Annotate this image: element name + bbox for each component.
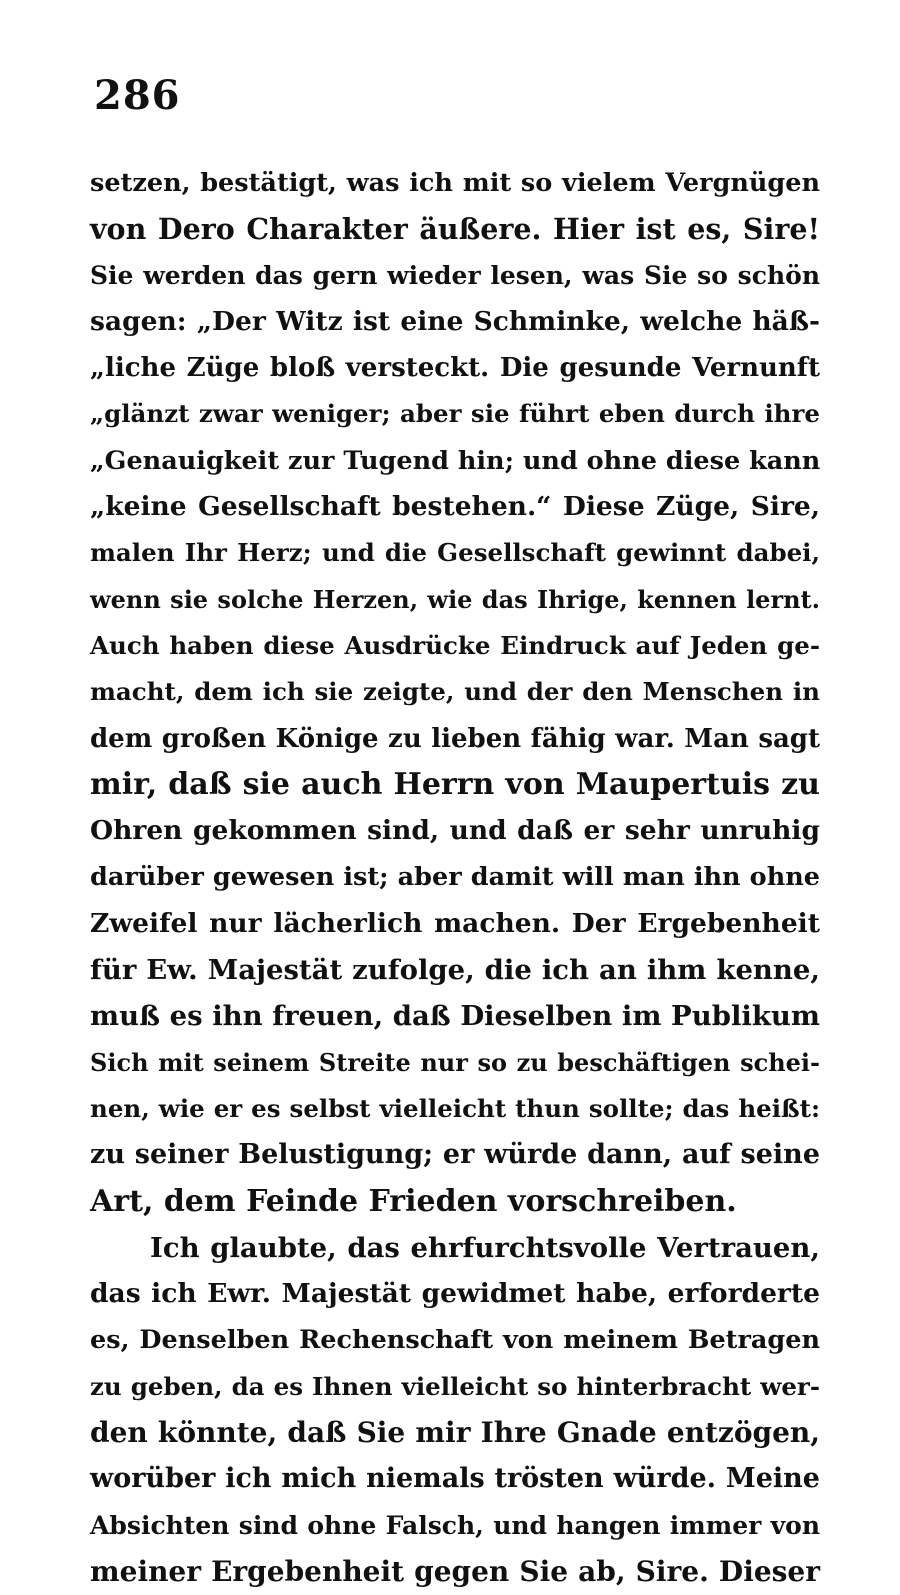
paragraph bbox=[90, 160, 820, 1225]
text-line: Auch haben diese Ausdrücke Eindruck auf Jeden ge- bbox=[90, 630, 820, 660]
text-line: Ich glaubte, das ehrfurchtsvolle Vertrauen, bbox=[150, 1231, 820, 1264]
text-line: muß es ihn freuen, daß Dieselben im Publikum bbox=[90, 1000, 820, 1033]
text-line: meiner Ergebenheit gegen Sie ab, Sire. Dieser bbox=[90, 1554, 820, 1588]
text-line: malen Ihr Herz; und die Gesellschaft gewinnt dabei, bbox=[90, 538, 820, 568]
text-line: darüber gewesen ist; aber damit will man ihn ohne bbox=[90, 862, 820, 893]
text-line: Zweifel nur lächerlich machen. Der Ergebenheit bbox=[90, 907, 820, 939]
text-line: nen, wie er es selbst vielleicht thun sollte; das heißt: bbox=[90, 1093, 820, 1123]
text-line: Sie werden das gern wieder lesen, was Sie so schön bbox=[90, 260, 820, 290]
page-number: 286 bbox=[94, 72, 181, 119]
text-line: setzen, bestätigt, was ich mit so vielem Vergnügen bbox=[90, 168, 820, 198]
text-line: zu seiner Belustigung; er würde dann, auf seine bbox=[90, 1139, 820, 1171]
text-line: „liche Züge bloß versteckt. Die gesunde Vernunft bbox=[90, 353, 820, 384]
text-line: Ohren gekommen sind, und daß er sehr unruhig bbox=[90, 815, 820, 847]
text-line: den könnte, daß Sie mir Ihre Gnade entzögen, bbox=[90, 1416, 820, 1450]
text-line: dem großen Könige zu lieben fähig war. Man sagt bbox=[90, 723, 820, 754]
text-line: Art, dem Feinde Frieden vorschreiben. bbox=[90, 1183, 737, 1219]
text-line: mir, daß sie auch Herrn von Maupertuis zu bbox=[90, 766, 820, 802]
paragraph bbox=[90, 1225, 820, 1595]
text-line: zu geben, da es Ihnen vielleicht so hinterbracht wer- bbox=[90, 1371, 820, 1401]
body-text bbox=[90, 160, 820, 1595]
text-line: Absichten sind ohne Falsch, und hangen immer von bbox=[90, 1510, 820, 1540]
text-line: „glänzt zwar weniger; aber sie führt eben durch ihre bbox=[90, 399, 820, 429]
text-line: worüber ich mich niemals trösten würde. Meine bbox=[90, 1463, 820, 1495]
text-line: wenn sie solche Herzen, wie das Ihrige, kennen lernt. bbox=[90, 584, 820, 614]
text-line: es, Denselben Rechenschaft von meinem Betragen bbox=[90, 1325, 820, 1356]
text-line: „Genauigkeit zur Tugend hin; und ohne diese kann bbox=[90, 445, 821, 476]
text-line: von Dero Charakter äußere. Hier ist es, Sire! bbox=[90, 212, 820, 247]
text-line: für Ew. Majestät zufolge, die ich an ihm kenne, bbox=[90, 954, 820, 987]
text-line: sagen: „Der Witz ist eine Schminke, welche häß- bbox=[90, 305, 820, 337]
text-line: „keine Gesellschaft bestehen.“ Diese Züge, Sire, bbox=[90, 491, 820, 523]
text-line: das ich Ewr. Majestät gewidmet habe, erforderte bbox=[90, 1278, 820, 1310]
text-line: macht, dem ich sie zeigte, und der den Menschen in bbox=[90, 677, 820, 707]
text-line: Sich mit seinem Streite nur so zu beschäftigen schei- bbox=[90, 1047, 820, 1077]
